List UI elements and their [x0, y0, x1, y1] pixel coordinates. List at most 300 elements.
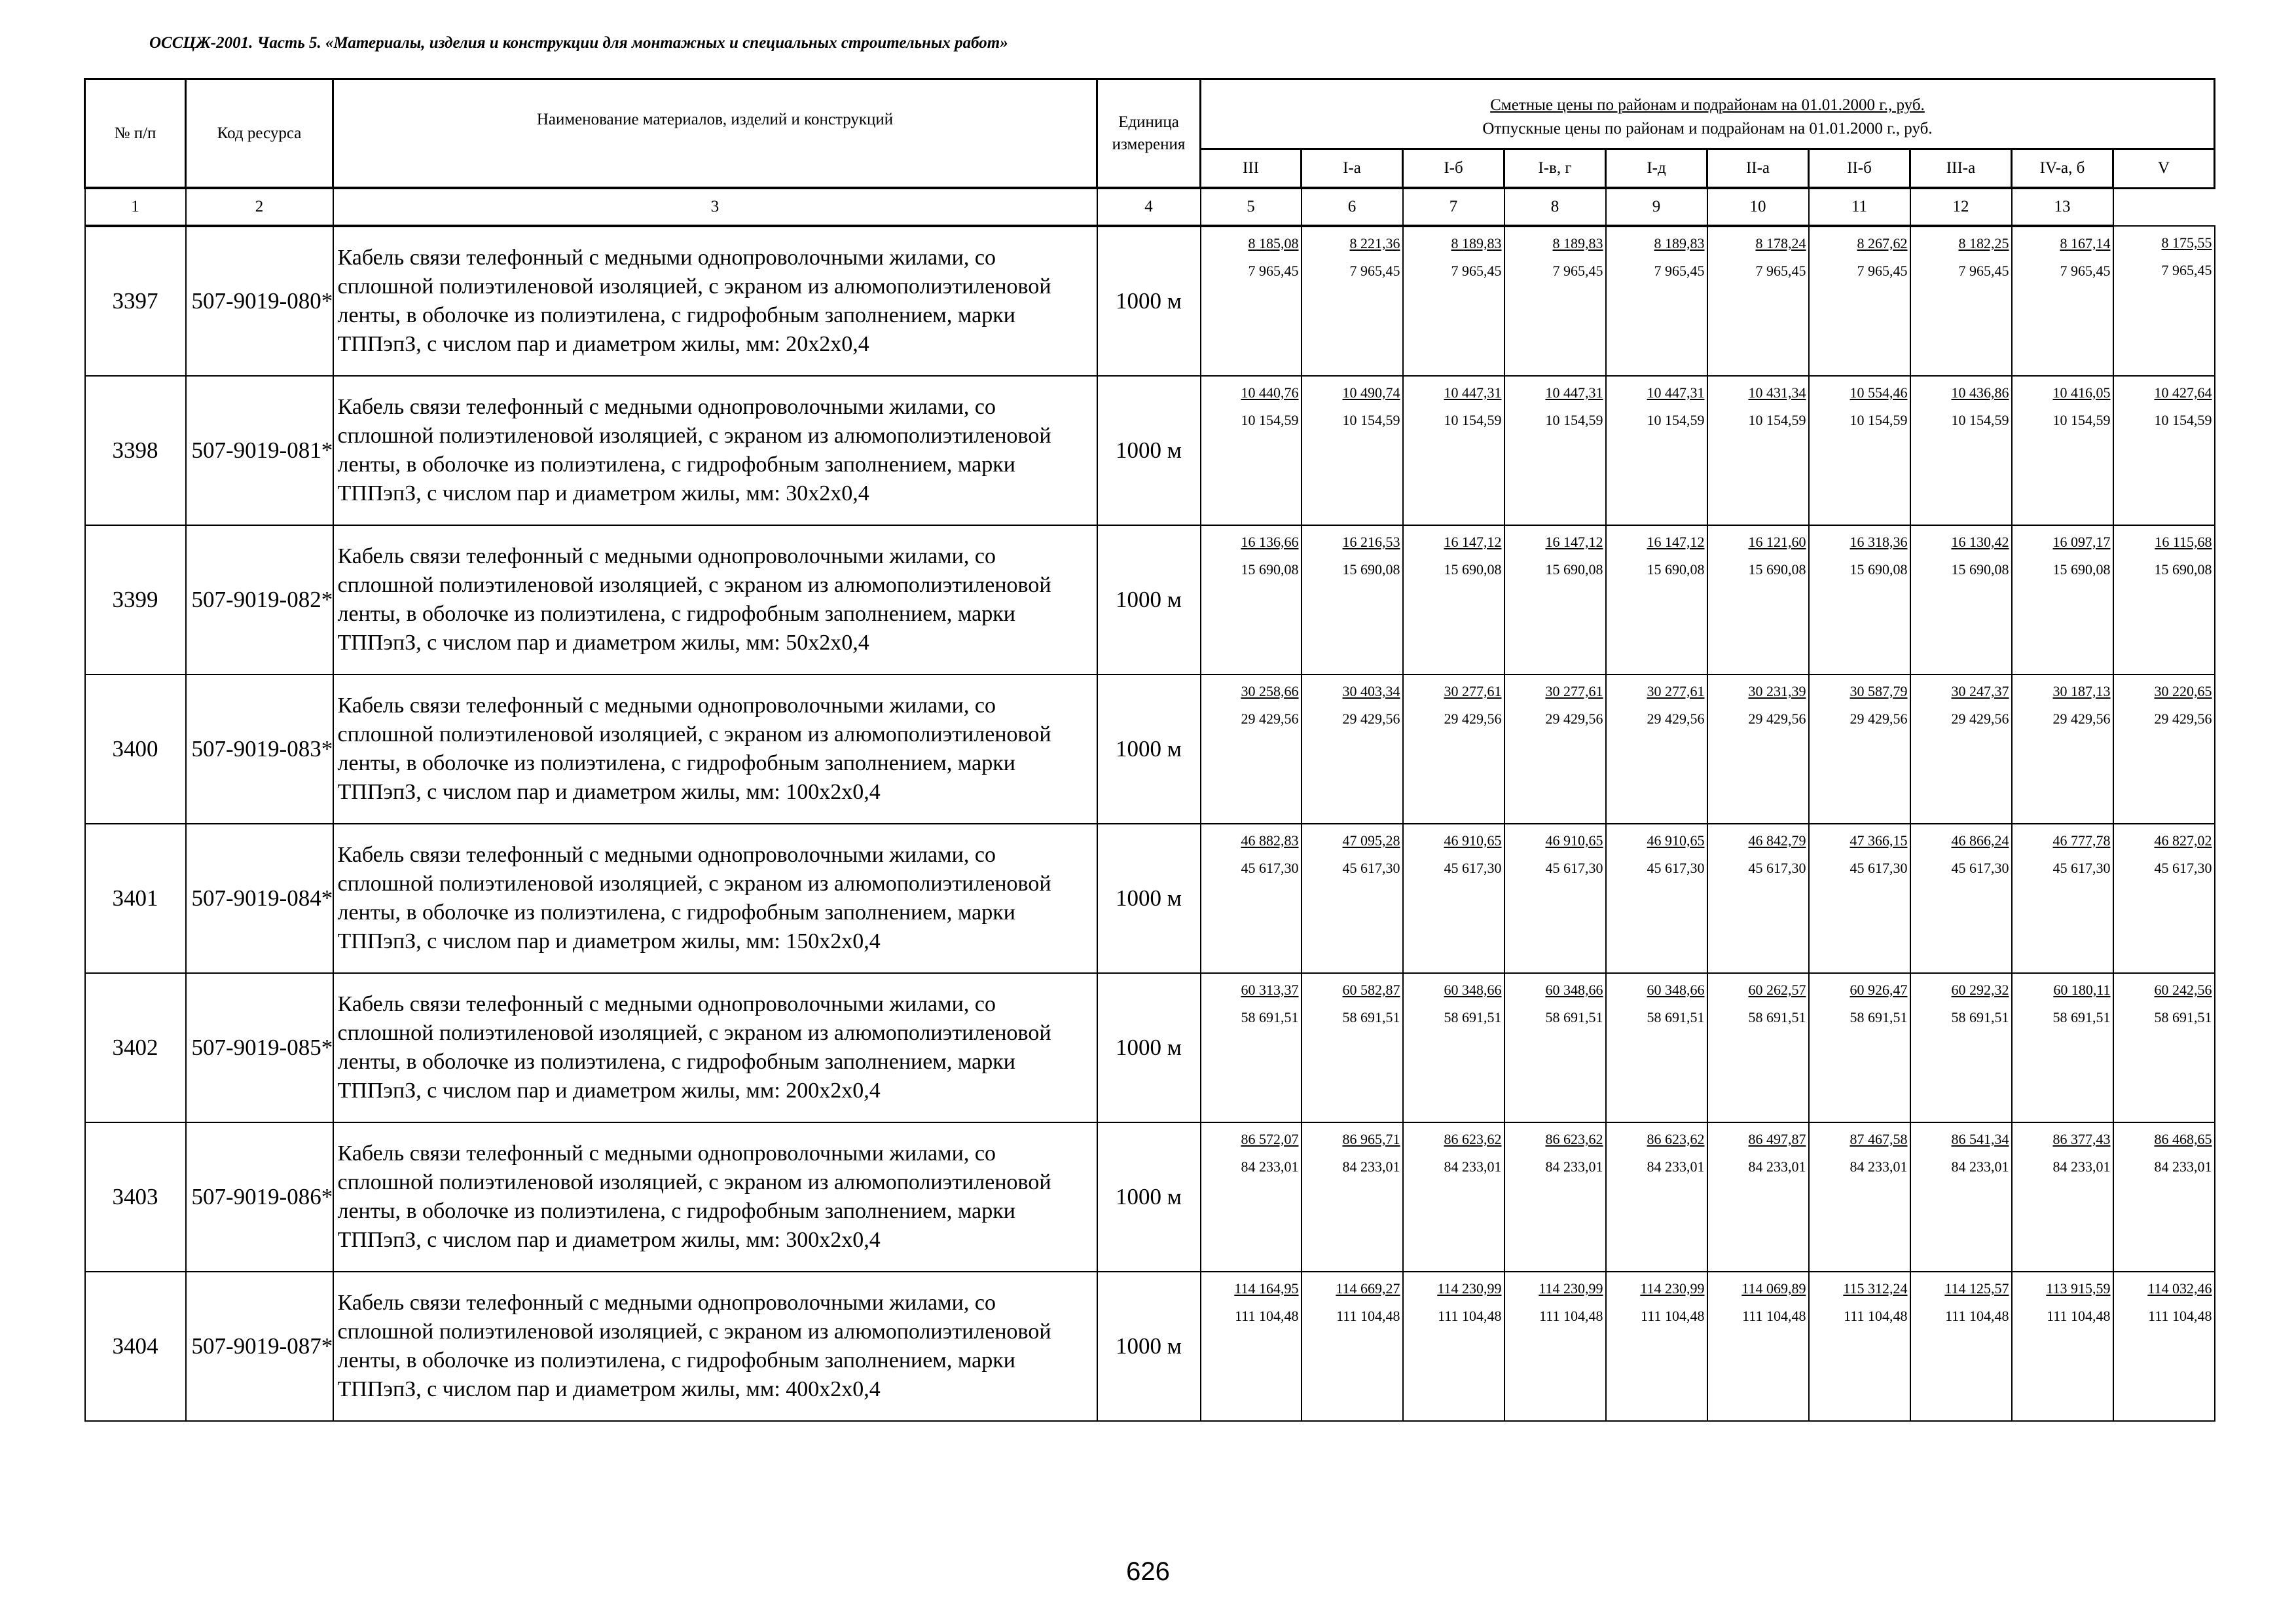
price-cell: [2113, 973, 2215, 1122]
price-cell: [1403, 1122, 1504, 1272]
column-number: 1: [85, 188, 186, 226]
measurement-unit: 1000 м: [1097, 973, 1201, 1122]
estimate-price: 10 447,31: [1647, 384, 1705, 401]
release-price: 45 617,30: [2052, 860, 2111, 876]
estimate-price: 114 069,89: [1741, 1280, 1806, 1297]
estimate-price: 46 866,24: [1951, 832, 2009, 849]
price-cell: [1910, 973, 2012, 1122]
release-price: 15 690,08: [2052, 561, 2111, 578]
release-price: 45 617,30: [1951, 860, 2009, 876]
estimate-price: 30 277,61: [1647, 683, 1705, 699]
estimate-price: 8 267,62: [1857, 235, 1908, 251]
release-price: 45 617,30: [1241, 860, 1299, 876]
estimate-price: 10 447,31: [1545, 384, 1603, 401]
price-cell: [1403, 1272, 1504, 1421]
table-row: [85, 1122, 2215, 1272]
release-price: 84 233,01: [1342, 1158, 1400, 1175]
estimate-price: 60 926,47: [1850, 982, 1908, 998]
release-price: 111 104,48: [1844, 1308, 1908, 1324]
estimate-price: 16 147,12: [1647, 534, 1705, 550]
release-price: 45 617,30: [1342, 860, 1400, 876]
release-price: 58 691,51: [1342, 1009, 1400, 1025]
column-number: 10: [1707, 188, 1809, 226]
column-number-row: [85, 188, 2215, 226]
row-number: 3400: [85, 674, 186, 824]
row-number: 3398: [85, 376, 186, 525]
price-cell: [2012, 674, 2113, 824]
estimate-price: 60 348,66: [1647, 982, 1705, 998]
column-number: 13: [2012, 188, 2113, 226]
measurement-unit: 1000 м: [1097, 824, 1201, 973]
release-price: 111 104,48: [2148, 1308, 2212, 1324]
estimate-price: 60 313,37: [1241, 982, 1299, 998]
estimate-price: 86 623,62: [1647, 1131, 1705, 1147]
price-cell: [1606, 1272, 1707, 1421]
region-header: IV-а, б: [2012, 149, 2113, 189]
material-name: Кабель связи телефонный с медными однопроволочными жилами, со сплошной полиэтиленовой изоляцией, с экраном из алюмополиэтиленовой ленты, в оболочке из полиэтилена, с гидрофобным заполнением, марки ТППэпЗ, с числом пар и диаметром жилы, мм: 100х2х0,4: [333, 674, 1097, 824]
release-price: 7 965,45: [1552, 263, 1603, 279]
release-price: 58 691,51: [1748, 1009, 1806, 1025]
row-number: 3397: [85, 226, 186, 376]
measurement-unit: 1000 м: [1097, 1272, 1201, 1421]
estimate-price: 8 182,25: [1958, 235, 2009, 251]
price-cell: [1910, 674, 2012, 824]
column-number: 12: [1910, 188, 2012, 226]
price-cell: [1302, 376, 1403, 525]
release-price: 58 691,51: [1241, 1009, 1299, 1025]
release-price: 45 617,30: [1647, 860, 1705, 876]
estimate-price: 30 258,66: [1241, 683, 1299, 699]
material-name: Кабель связи телефонный с медными однопроволочными жилами, со сплошной полиэтиленовой изоляцией, с экраном из алюмополиэтиленовой ленты, в оболочке из полиэтилена, с гидрофобным заполнением, марки ТППэпЗ, с числом пар и диаметром жилы, мм: 30х2х0,4: [333, 376, 1097, 525]
estimate-price: 8 221,36: [1349, 235, 1400, 251]
header-prices: [1201, 79, 2215, 149]
measurement-unit: 1000 м: [1097, 226, 1201, 376]
release-price: 84 233,01: [1444, 1158, 1502, 1175]
price-cell: [1910, 824, 2012, 973]
measurement-unit: 1000 м: [1097, 376, 1201, 525]
estimate-price: 114 164,95: [1234, 1280, 1299, 1297]
row-number: 3403: [85, 1122, 186, 1272]
release-price: 15 690,08: [1647, 561, 1705, 578]
price-cell: [1201, 525, 1302, 674]
region-header: I-в, г: [1504, 149, 1606, 189]
row-number: 3401: [85, 824, 186, 973]
price-cell: [1809, 674, 1910, 824]
estimate-price: 30 277,61: [1444, 683, 1502, 699]
estimate-price: 30 403,34: [1342, 683, 1400, 699]
price-cell: [1302, 1122, 1403, 1272]
estimate-price: 8 185,08: [1248, 235, 1299, 251]
estimate-price: 16 136,66: [1241, 534, 1299, 550]
release-price: 7 965,45: [1958, 263, 2009, 279]
price-cell: [1606, 226, 1707, 376]
price-cell: [1910, 226, 2012, 376]
row-number: 3402: [85, 973, 186, 1122]
resource-code: 507-9019-082*: [186, 525, 333, 674]
estimate-price: 46 910,65: [1444, 832, 1502, 849]
column-number: 4: [1097, 188, 1201, 226]
price-cell: [1403, 525, 1504, 674]
release-price: 45 617,30: [1748, 860, 1806, 876]
release-price: 111 104,48: [1945, 1308, 2009, 1324]
release-price: 45 617,30: [1444, 860, 1502, 876]
price-cell: [1809, 824, 1910, 973]
estimate-price: 86 623,62: [1545, 1131, 1603, 1147]
release-price: 7 965,45: [1451, 263, 1502, 279]
price-cell: [1504, 226, 1606, 376]
price-cell: [2113, 1122, 2215, 1272]
estimate-price: 8 175,55: [2161, 234, 2212, 251]
estimate-price: 60 242,56: [2154, 982, 2212, 998]
release-price: 111 104,48: [2047, 1308, 2111, 1324]
table-row: [85, 824, 2215, 973]
estimate-price: 60 292,32: [1951, 982, 2009, 998]
estimate-price: 86 497,87: [1748, 1131, 1806, 1147]
table-row: [85, 674, 2215, 824]
release-price: 84 233,01: [1647, 1158, 1705, 1175]
row-number: 3404: [85, 1272, 186, 1421]
price-cell: [1606, 674, 1707, 824]
estimate-price: 46 882,83: [1241, 832, 1299, 849]
measurement-unit: 1000 м: [1097, 674, 1201, 824]
release-price: 29 429,56: [1748, 710, 1806, 727]
price-cell: [2012, 824, 2113, 973]
release-price: 7 965,45: [1755, 263, 1806, 279]
release-price: 45 617,30: [2154, 860, 2212, 876]
header-pp: № п/п: [85, 79, 186, 189]
release-price: 111 104,48: [1641, 1308, 1705, 1324]
price-cell: [2012, 1122, 2113, 1272]
estimate-price: 46 910,65: [1545, 832, 1603, 849]
price-cell: [1910, 1122, 2012, 1272]
estimate-price: 47 366,15: [1850, 832, 1908, 849]
release-price: 84 233,01: [1951, 1158, 2009, 1175]
page-header-title: ОССЦЖ-2001. Часть 5. «Материалы, изделия и конструкции для монтажных и специальных строительных работ»: [149, 34, 1008, 52]
release-price: 58 691,51: [1545, 1009, 1603, 1025]
release-price: 29 429,56: [1444, 710, 1502, 727]
release-price: 29 429,56: [1342, 710, 1400, 727]
price-cell: [1809, 1122, 1910, 1272]
price-cell: [1403, 376, 1504, 525]
region-header: II-б: [1809, 149, 1910, 189]
price-cell: [1910, 525, 2012, 674]
estimate-price: 86 572,07: [1241, 1131, 1299, 1147]
price-cell: [1504, 1272, 1606, 1421]
material-name: Кабель связи телефонный с медными однопроволочными жилами, со сплошной полиэтиленовой изоляцией, с экраном из алюмополиэтиленовой ленты, в оболочке из полиэтилена, с гидрофобным заполнением, марки ТППэпЗ, с числом пар и диаметром жилы, мм: 300х2х0,4: [333, 1122, 1097, 1272]
price-cell: [1809, 1272, 1910, 1421]
estimate-price: 10 431,34: [1748, 384, 1806, 401]
price-cell: [1201, 226, 1302, 376]
measurement-unit: 1000 м: [1097, 525, 1201, 674]
release-price: 7 965,45: [2060, 263, 2111, 279]
estimate-price: 30 187,13: [2052, 683, 2111, 699]
estimate-price: 8 189,83: [1552, 235, 1603, 251]
region-header: II-а: [1707, 149, 1809, 189]
price-cell: [1606, 1122, 1707, 1272]
price-cell: [2012, 973, 2113, 1122]
estimate-price: 8 167,14: [2060, 235, 2111, 251]
price-cell: [1403, 824, 1504, 973]
region-header: I-д: [1606, 149, 1707, 189]
column-number: 11: [1809, 188, 1910, 226]
price-cell: [1707, 376, 1809, 525]
release-price: 10 154,59: [1545, 412, 1603, 428]
price-cell: [1504, 376, 1606, 525]
estimate-price: 60 262,57: [1748, 982, 1806, 998]
measurement-unit: 1000 м: [1097, 1122, 1201, 1272]
price-cell: [1504, 824, 1606, 973]
price-cell: [1302, 525, 1403, 674]
release-price: 29 429,56: [2052, 710, 2111, 727]
release-price: 15 690,08: [2154, 561, 2212, 578]
estimate-price: 46 842,79: [1748, 832, 1806, 849]
table-row: [85, 1272, 2215, 1421]
release-price: 58 691,51: [1850, 1009, 1908, 1025]
release-price: 29 429,56: [2154, 710, 2212, 727]
column-number: 3: [333, 188, 1097, 226]
resource-code: 507-9019-086*: [186, 1122, 333, 1272]
estimate-price: 10 427,64: [2154, 384, 2212, 401]
release-price: 10 154,59: [1241, 412, 1299, 428]
price-cell: [1809, 973, 1910, 1122]
estimate-price: 16 130,42: [1951, 534, 2009, 550]
estimate-price: 30 277,61: [1545, 683, 1603, 699]
release-price: 15 690,08: [1342, 561, 1400, 578]
price-cell: [1707, 824, 1809, 973]
release-price: 15 690,08: [1444, 561, 1502, 578]
release-price: 10 154,59: [1951, 412, 2009, 428]
resource-code: 507-9019-083*: [186, 674, 333, 824]
estimate-price: 8 189,83: [1654, 235, 1705, 251]
region-header: V: [2113, 149, 2215, 189]
release-price: 29 429,56: [1241, 710, 1299, 727]
estimate-price: 10 554,46: [1850, 384, 1908, 401]
estimate-price: 114 125,57: [1944, 1280, 2009, 1297]
price-cell: [2012, 1272, 2113, 1421]
price-cell: [1910, 1272, 2012, 1421]
release-price: 10 154,59: [2154, 412, 2212, 428]
estimate-price: 16 147,12: [1444, 534, 1502, 550]
estimate-price: 60 348,66: [1444, 982, 1502, 998]
region-header: I-а: [1302, 149, 1403, 189]
release-price: 15 690,08: [1850, 561, 1908, 578]
estimate-price: 113 915,59: [2046, 1280, 2111, 1297]
material-name: Кабель связи телефонный с медными однопроволочными жилами, со сплошной полиэтиленовой изоляцией, с экраном из алюмополиэтиленовой ленты, в оболочке из полиэтилена, с гидрофобным заполнением, марки ТППэпЗ, с числом пар и диаметром жилы, мм: 400х2х0,4: [333, 1272, 1097, 1421]
price-table: [84, 78, 2215, 1422]
release-price: 29 429,56: [1545, 710, 1603, 727]
price-cell: [2113, 226, 2215, 376]
release-price: 45 617,30: [1545, 860, 1603, 876]
estimate-price: 115 312,24: [1843, 1280, 1908, 1297]
estimate-price: 16 147,12: [1545, 534, 1603, 550]
price-cell: [1201, 824, 1302, 973]
release-price: 7 965,45: [2161, 262, 2212, 278]
price-cell: [1302, 674, 1403, 824]
price-cell: [1707, 226, 1809, 376]
estimate-price: 60 180,11: [2053, 982, 2111, 998]
release-price: 84 233,01: [2154, 1158, 2212, 1175]
estimate-price: 114 230,99: [1437, 1280, 1502, 1297]
release-price: 58 691,51: [1951, 1009, 2009, 1025]
estimate-price: 16 115,68: [2155, 534, 2212, 550]
price-cell: [1302, 824, 1403, 973]
price-cell: [1201, 674, 1302, 824]
estimate-price: 10 440,76: [1241, 384, 1299, 401]
release-price: 111 104,48: [1539, 1308, 1603, 1324]
release-price: 45 617,30: [1850, 860, 1908, 876]
price-cell: [1606, 376, 1707, 525]
price-cell: [1606, 973, 1707, 1122]
estimate-price: 16 216,53: [1342, 534, 1400, 550]
estimate-price: 30 247,37: [1951, 683, 2009, 699]
estimate-price: 86 468,65: [2154, 1131, 2212, 1147]
release-price: 84 233,01: [1241, 1158, 1299, 1175]
release-price: 29 429,56: [1951, 710, 2009, 727]
resource-code: 507-9019-085*: [186, 973, 333, 1122]
estimate-price: 60 582,87: [1342, 982, 1400, 998]
material-name: Кабель связи телефонный с медными однопроволочными жилами, со сплошной полиэтиленовой изоляцией, с экраном из алюмополиэтиленовой ленты, в оболочке из полиэтилена, с гидрофобным заполнением, марки ТППэпЗ, с числом пар и диаметром жилы, мм: 150х2х0,4: [333, 824, 1097, 973]
price-cell: [2012, 226, 2113, 376]
column-number: 9: [1606, 188, 1707, 226]
release-price: 29 429,56: [1850, 710, 1908, 727]
price-cell: [2012, 376, 2113, 525]
table-row: [85, 226, 2215, 376]
price-cell: [1707, 1272, 1809, 1421]
release-price: 7 965,45: [1654, 263, 1705, 279]
estimate-price: 87 467,58: [1850, 1131, 1908, 1147]
column-number: 2: [186, 188, 333, 226]
price-cell: [2113, 674, 2215, 824]
release-price: 15 690,08: [1951, 561, 2009, 578]
price-cell: [1809, 525, 1910, 674]
release-price: 111 104,48: [1438, 1308, 1502, 1324]
estimate-price: 30 587,79: [1850, 683, 1908, 699]
column-number: 5: [1201, 188, 1302, 226]
header-unit: Единица измерения: [1097, 79, 1201, 189]
estimate-price: 86 541,34: [1951, 1131, 2009, 1147]
release-price: 84 233,01: [2052, 1158, 2111, 1175]
region-header: III: [1201, 149, 1302, 189]
release-price: 10 154,59: [1647, 412, 1705, 428]
column-number: 7: [1403, 188, 1504, 226]
estimate-price: 10 490,74: [1342, 384, 1400, 401]
estimate-price: 114 669,27: [1336, 1280, 1400, 1297]
price-cell: [1302, 226, 1403, 376]
release-price: 10 154,59: [1444, 412, 1502, 428]
header-prices-release: Отпускные цены по районам и подрайонам на 01.01.2000 г., руб.: [1482, 120, 1933, 138]
region-header: III-а: [1910, 149, 2012, 189]
estimate-price: 8 189,83: [1451, 235, 1502, 251]
release-price: 7 965,45: [1349, 263, 1400, 279]
release-price: 58 691,51: [2052, 1009, 2111, 1025]
price-cell: [1504, 674, 1606, 824]
release-price: 58 691,51: [1647, 1009, 1705, 1025]
price-cell: [1504, 973, 1606, 1122]
price-cell: [1707, 674, 1809, 824]
estimate-price: 46 910,65: [1647, 832, 1705, 849]
price-cell: [1201, 973, 1302, 1122]
estimate-price: 16 121,60: [1748, 534, 1806, 550]
release-price: 7 965,45: [1248, 263, 1299, 279]
column-number: 6: [1302, 188, 1403, 226]
resource-code: 507-9019-084*: [186, 824, 333, 973]
estimate-price: 30 220,65: [2154, 683, 2212, 699]
resource-code: 507-9019-081*: [186, 376, 333, 525]
price-cell: [1910, 376, 2012, 525]
table-row: [85, 973, 2215, 1122]
estimate-price: 16 097,17: [2052, 534, 2111, 550]
estimate-price: 86 623,62: [1444, 1131, 1502, 1147]
estimate-price: 10 447,31: [1444, 384, 1502, 401]
estimate-price: 16 318,36: [1850, 534, 1908, 550]
release-price: 29 429,56: [1647, 710, 1705, 727]
price-cell: [1809, 376, 1910, 525]
price-cell: [1707, 973, 1809, 1122]
release-price: 84 233,01: [1748, 1158, 1806, 1175]
price-cell: [1707, 1122, 1809, 1272]
release-price: 10 154,59: [1748, 412, 1806, 428]
price-cell: [1707, 525, 1809, 674]
price-cell: [1201, 1122, 1302, 1272]
price-cell: [2012, 525, 2113, 674]
header-name: Наименование материалов, изделий и конструкций: [333, 79, 1097, 189]
price-cell: [1606, 525, 1707, 674]
page-number: 626: [1126, 1557, 1170, 1586]
release-price: 84 233,01: [1545, 1158, 1603, 1175]
price-cell: [1403, 226, 1504, 376]
release-price: 7 965,45: [1857, 263, 1908, 279]
estimate-price: 86 965,71: [1342, 1131, 1400, 1147]
column-number: 8: [1504, 188, 1606, 226]
estimate-price: 10 436,86: [1951, 384, 2009, 401]
price-cell: [1201, 376, 1302, 525]
estimate-price: 10 416,05: [2052, 384, 2111, 401]
estimate-price: 60 348,66: [1545, 982, 1603, 998]
release-price: 15 690,08: [1545, 561, 1603, 578]
price-cell: [2113, 824, 2215, 973]
price-cell: [1403, 674, 1504, 824]
release-price: 10 154,59: [2052, 412, 2111, 428]
price-cell: [1504, 525, 1606, 674]
release-price: 84 233,01: [1850, 1158, 1908, 1175]
estimate-price: 86 377,43: [2052, 1131, 2111, 1147]
material-name: Кабель связи телефонный с медными однопроволочными жилами, со сплошной полиэтиленовой изоляцией, с экраном из алюмополиэтиленовой ленты, в оболочке из полиэтилена, с гидрофобным заполнением, марки ТППэпЗ, с числом пар и диаметром жилы, мм: 200х2х0,4: [333, 973, 1097, 1122]
estimate-price: 114 032,46: [2147, 1280, 2212, 1297]
release-price: 10 154,59: [1850, 412, 1908, 428]
release-price: 111 104,48: [1235, 1308, 1299, 1324]
price-cell: [1809, 226, 1910, 376]
table-body: [85, 226, 2215, 1421]
estimate-price: 46 827,02: [2154, 832, 2212, 849]
estimate-price: 30 231,39: [1748, 683, 1806, 699]
release-price: 111 104,48: [1742, 1308, 1806, 1324]
estimate-price: 47 095,28: [1342, 832, 1400, 849]
row-number: 3399: [85, 525, 186, 674]
table-row: [85, 376, 2215, 525]
price-cell: [1403, 973, 1504, 1122]
price-cell: [2113, 376, 2215, 525]
header-code: Код ресурса: [186, 79, 333, 189]
price-cell: [1606, 824, 1707, 973]
header-prices-estimate: Сметные цены по районам и подрайонам на 01.01.2000 г., руб.: [1490, 96, 1925, 114]
price-cell: [2113, 525, 2215, 674]
estimate-price: 46 777,78: [2052, 832, 2111, 849]
resource-code: 507-9019-087*: [186, 1272, 333, 1421]
price-cell: [1302, 973, 1403, 1122]
release-price: 10 154,59: [1342, 412, 1400, 428]
release-price: 15 690,08: [1748, 561, 1806, 578]
release-price: 111 104,48: [1336, 1308, 1400, 1324]
